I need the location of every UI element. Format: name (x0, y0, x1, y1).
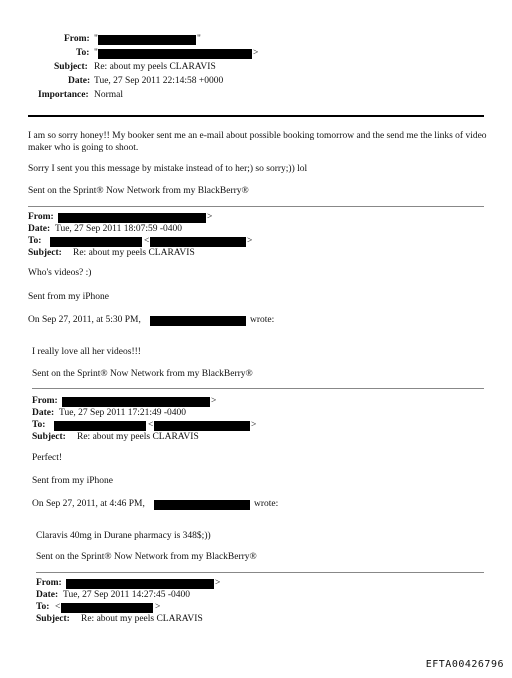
email-date-label: Date: (32, 408, 55, 418)
email-date-value: Tue, 27 Sep 2011 18:07:59 -0400 (55, 224, 183, 234)
email-subject-label: Subject: (28, 248, 62, 258)
header-from-suffix: " (197, 34, 201, 44)
email-from-suffix: > (211, 396, 217, 406)
document-id: EFTA00426796 (425, 659, 504, 670)
section-divider (28, 206, 484, 207)
quote-prefix: On Sep 27, 2011, at 4:46 PM, (32, 499, 145, 509)
redaction-block (58, 213, 206, 223)
email-from-label: From: (28, 212, 54, 222)
redaction-block (154, 500, 250, 510)
message-line: Sorry I sent you this message by mistake instead of to her;) so sorry;)) lol (28, 164, 308, 174)
email-subject-label: Subject: (32, 432, 66, 442)
section-divider (36, 572, 484, 573)
email-from-label: From: (36, 578, 62, 588)
email-signature: Sent from my iPhone (32, 476, 114, 486)
email-subject-value: Re: about my peels CLARAVIS (81, 614, 203, 624)
quoted-body: Claravis 40mg in Durane pharmacy is 348$;)) (36, 531, 211, 541)
email-date-value: Tue, 27 Sep 2011 14:27:45 -0400 (63, 590, 191, 600)
message-signature: Sent on the Sprint® Now Network from my BlackBerry® (28, 186, 249, 196)
header-importance-label: Importance: (38, 90, 89, 100)
redaction-block (66, 579, 214, 589)
quote-suffix: wrote: (250, 315, 275, 325)
email-from-label: From: (32, 396, 58, 406)
header-to-label: To: (76, 48, 90, 58)
quoted-signature: Sent on the Sprint® Now Network from my BlackBerry® (32, 369, 253, 379)
redaction-block (150, 316, 246, 326)
email-date-value: Tue, 27 Sep 2011 17:21:49 -0400 (59, 408, 187, 418)
email-body: Who's videos? :) (28, 268, 92, 278)
header-subject-label: Subject: (54, 62, 88, 72)
quoted-signature: Sent on the Sprint® Now Network from my BlackBerry® (36, 552, 257, 562)
email-to-prefix: < (55, 602, 61, 612)
email-to-label: To: (32, 420, 46, 430)
redaction-block (150, 237, 246, 247)
header-importance-value: Normal (94, 90, 124, 100)
email-to-suffix: > (247, 236, 253, 246)
email-to-suffix: > (251, 420, 257, 430)
email-date-label: Date: (36, 590, 59, 600)
header-date-value: Tue, 27 Sep 2011 22:14:58 +0000 (94, 76, 224, 86)
email-to-mid: < (144, 236, 150, 246)
email-signature: Sent from my iPhone (28, 292, 110, 302)
header-from-quote: " (94, 34, 98, 44)
quote-prefix: On Sep 27, 2011, at 5:30 PM, (28, 315, 141, 325)
email-body: Perfect! (32, 453, 63, 463)
message-body: I am so sorry honey!! My booker sent me an e-mail about possible booking tomorrow and the send me the links of video maker who is going to shoot. (28, 131, 487, 153)
header-divider (28, 115, 484, 117)
quote-suffix: wrote: (254, 499, 279, 509)
redaction-block (54, 421, 146, 431)
section-divider (32, 388, 484, 389)
email-to-label: To: (36, 602, 50, 612)
redaction-block (50, 237, 142, 247)
email-to-label: To: (28, 236, 42, 246)
header-from-label: From: (64, 34, 90, 44)
email-from-suffix: > (215, 578, 221, 588)
email-subject-value: Re: about my peels CLARAVIS (73, 248, 195, 258)
header-to-quote: " (94, 48, 98, 58)
redaction-block (98, 49, 252, 59)
redaction-block (98, 35, 196, 45)
email-from-suffix: > (207, 212, 213, 222)
email-date-label: Date: (28, 224, 51, 234)
email-subject-label: Subject: (36, 614, 70, 624)
email-to-mid: < (148, 420, 154, 430)
redaction-block (154, 421, 250, 431)
email-to-suffix: > (155, 602, 161, 612)
header-subject-value: Re: about my peels CLARAVIS (94, 62, 216, 72)
header-to-suffix: > (253, 48, 259, 58)
email-subject-value: Re: about my peels CLARAVIS (77, 432, 199, 442)
header-date-label: Date: (68, 76, 91, 86)
redaction-block (61, 603, 153, 613)
redaction-block (62, 397, 210, 407)
quoted-body: I really love all her videos!!! (32, 347, 141, 357)
